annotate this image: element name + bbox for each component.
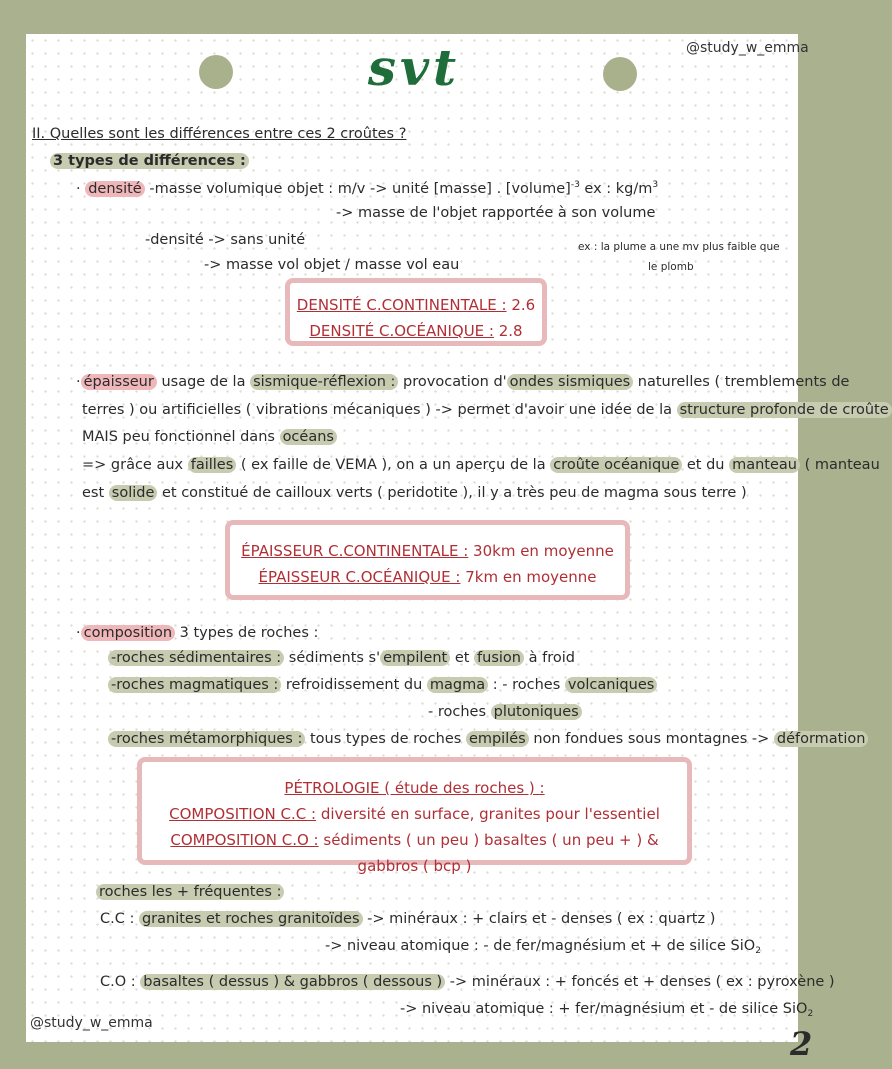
epaisseur-text: provocation d': [398, 374, 507, 390]
composition-cc-label: COMPOSITION C.C :: [169, 805, 317, 823]
composition-co-label: COMPOSITION C.O :: [170, 831, 319, 849]
composition-highlight: empilent: [380, 650, 450, 666]
composition-line: · composition 3 types de roches :: [76, 625, 319, 641]
composition-co-value: sédiments ( un peu ) basaltes ( un peu + ) & gabbros ( bcp ): [318, 831, 659, 875]
composition-highlight: -roches magmatiques :: [108, 677, 281, 693]
epaisseur-highlight: ondes sismiques: [507, 374, 634, 390]
frequentes-text: -> niveau atomique : - de fer/magnésium et + de silice SiO: [325, 938, 756, 954]
epaisseur-box-cc-value: 30km en moyenne: [473, 542, 614, 560]
densite-box-co-value: 2.8: [498, 322, 523, 340]
section-heading: II. Quelles sont les différences entre ces 2 croûtes ?: [32, 126, 407, 142]
densite-note-1: ex : la plume a une mv plus faible que: [578, 241, 780, 253]
frequentes-highlight: basaltes ( dessus ) & gabbros ( dessous ): [140, 974, 445, 990]
composition-text: sédiments s': [284, 650, 381, 666]
roches-sedimentaires: [108, 650, 575, 666]
densite-text-1: -masse volumique objet : m/v -> unité [masse] . [volume]: [149, 180, 571, 197]
densite-line-3: -densité -> sans unité: [145, 232, 306, 248]
densite-box-cc-label: DENSITÉ C.CONTINENTALE :: [296, 296, 507, 314]
epaisseur-highlight: croûte océanique: [550, 457, 682, 473]
frequentes-heading-text: roches les + fréquentes :: [96, 884, 284, 900]
composition-text: à froid: [524, 650, 575, 666]
frequentes-subscript: 2: [807, 1009, 814, 1019]
epaisseur-line-3: [82, 429, 337, 445]
frequentes-heading: [96, 884, 284, 900]
composition-text: refroidissement du: [281, 677, 427, 693]
composition-highlight: fusion: [474, 650, 524, 666]
epaisseur-text: terres ) ou artificielles ( vibrations mécaniques ) -> permet d'avoir une idée de la: [82, 402, 677, 418]
composition-cc-value: diversité en surface, granites pour l'essentiel: [316, 805, 660, 823]
frequentes-text: C.C :: [100, 911, 139, 927]
epaisseur-highlight: failles: [188, 457, 237, 473]
composition-highlight: plutoniques: [491, 704, 582, 720]
roches-magmatiques: [108, 677, 657, 693]
page-title: svt: [367, 38, 461, 97]
epaisseur-text: MAIS peu fonctionnel dans: [82, 429, 280, 445]
composition-text: non fondues sous montagnes ->: [528, 731, 774, 747]
densite-text-1b: ex : kg/m: [579, 180, 653, 197]
watermark-top: @study_w_emma: [686, 40, 809, 56]
composition-text: - roches: [428, 704, 491, 720]
composition-highlight: empilés: [466, 731, 529, 747]
frequentes-co-atom: [400, 1001, 813, 1019]
composition-highlight: déformation: [774, 731, 869, 747]
petrologie-title: PÉTROLOGIE ( étude des roches ) :: [284, 779, 545, 797]
roches-plutoniques: [428, 704, 582, 720]
epaisseur-text: ( manteau: [800, 457, 880, 473]
watermark-bottom: @study_w_emma: [30, 1015, 153, 1031]
epaisseur-line-4: [82, 457, 880, 473]
composition-highlight: volcaniques: [565, 677, 657, 693]
frequentes-text: -> niveau atomique : + fer/magnésium et - de silice SiO: [400, 1001, 808, 1017]
epaisseur-text: naturelles ( tremblements de: [633, 374, 850, 390]
composition-highlight: -roches métamorphiques :: [108, 731, 305, 747]
epaisseur-highlight: sismique-réflexion :: [250, 374, 398, 390]
densite-label: densité: [85, 181, 145, 197]
epaisseur-highlight: solide: [109, 485, 158, 501]
composition-text: et: [450, 650, 475, 666]
epaisseur-text: usage de la: [156, 374, 251, 390]
composition-text: : - roches: [488, 677, 565, 693]
frequentes-cc-atom: [325, 938, 761, 956]
types-heading-text: 3 types de différences :: [50, 153, 249, 169]
epaisseur-text: => grâce aux: [82, 457, 188, 473]
frequentes-cc: [100, 911, 715, 927]
epaisseur-line-2: [82, 402, 892, 418]
epaisseur-label: épaisseur: [81, 374, 157, 390]
frequentes-highlight: granites et roches granitoïdes: [139, 911, 363, 927]
petrologie-box: [137, 757, 692, 875]
epaisseur-highlight: manteau: [729, 457, 800, 473]
densite-sup-2: 3: [652, 180, 659, 190]
epaisseur-line-1: · épaisseur usage de la sismique-réflexion : provocation d' ondes sismiques naturelles ( tremblements de: [76, 374, 850, 390]
frequentes-text: -> minéraux : + clairs et - denses ( ex : quartz ): [362, 911, 716, 927]
composition-intro: 3 types de roches :: [179, 625, 319, 641]
epaisseur-text: et du: [682, 457, 730, 473]
epaisseur-highlight: océans: [280, 429, 337, 445]
densite-box-co-label: DENSITÉ C.OCÉANIQUE :: [309, 322, 494, 340]
epaisseur-box-cc-label: ÉPAISSEUR C.CONTINENTALE :: [241, 542, 469, 560]
composition-label: composition: [81, 625, 175, 641]
epaisseur-box-co-value: 7km en moyenne: [465, 568, 597, 586]
densite-box: [285, 278, 547, 346]
frequentes-subscript: 2: [755, 946, 761, 956]
epaisseur-box-co-label: ÉPAISSEUR C.OCÉANIQUE :: [258, 568, 461, 586]
densite-note-2: le plomb: [648, 261, 694, 273]
composition-text: tous types de roches: [305, 731, 466, 747]
densite-box-cc-value: 2.6: [511, 296, 536, 314]
epaisseur-text: et constitué de cailloux verts ( peridotite ), il y a très peu de magma sous terre ): [157, 485, 747, 501]
roches-metamorphiques: [108, 731, 868, 747]
epaisseur-box: [225, 520, 630, 600]
composition-highlight: -roches sédimentaires :: [108, 650, 284, 666]
densite-line-4: -> masse vol objet / masse vol eau: [204, 257, 460, 273]
frequentes-co: [100, 974, 835, 990]
epaisseur-line-5: [82, 485, 747, 501]
page-number: 2: [790, 1025, 813, 1063]
densite-sup-1: -3: [570, 180, 580, 190]
densite-line-2: -> masse de l'objet rapportée à son volume: [336, 205, 656, 221]
types-heading: [50, 153, 249, 169]
epaisseur-text: ( ex faille de VEMA ), on a un aperçu de la: [236, 457, 551, 473]
epaisseur-highlight: structure profonde de croûte: [677, 402, 892, 418]
densite-line-1: · densité -masse volumique objet : m/v -> unité [masse] . [volume]$^{-3}$ ex : $kg/m^3$: [76, 180, 659, 197]
epaisseur-text: est: [82, 485, 109, 501]
frequentes-text: C.O :: [100, 974, 141, 990]
composition-highlight: magma: [427, 677, 488, 693]
frequentes-text: -> minéraux : + foncés et + denses ( ex : pyroxène ): [445, 974, 835, 990]
